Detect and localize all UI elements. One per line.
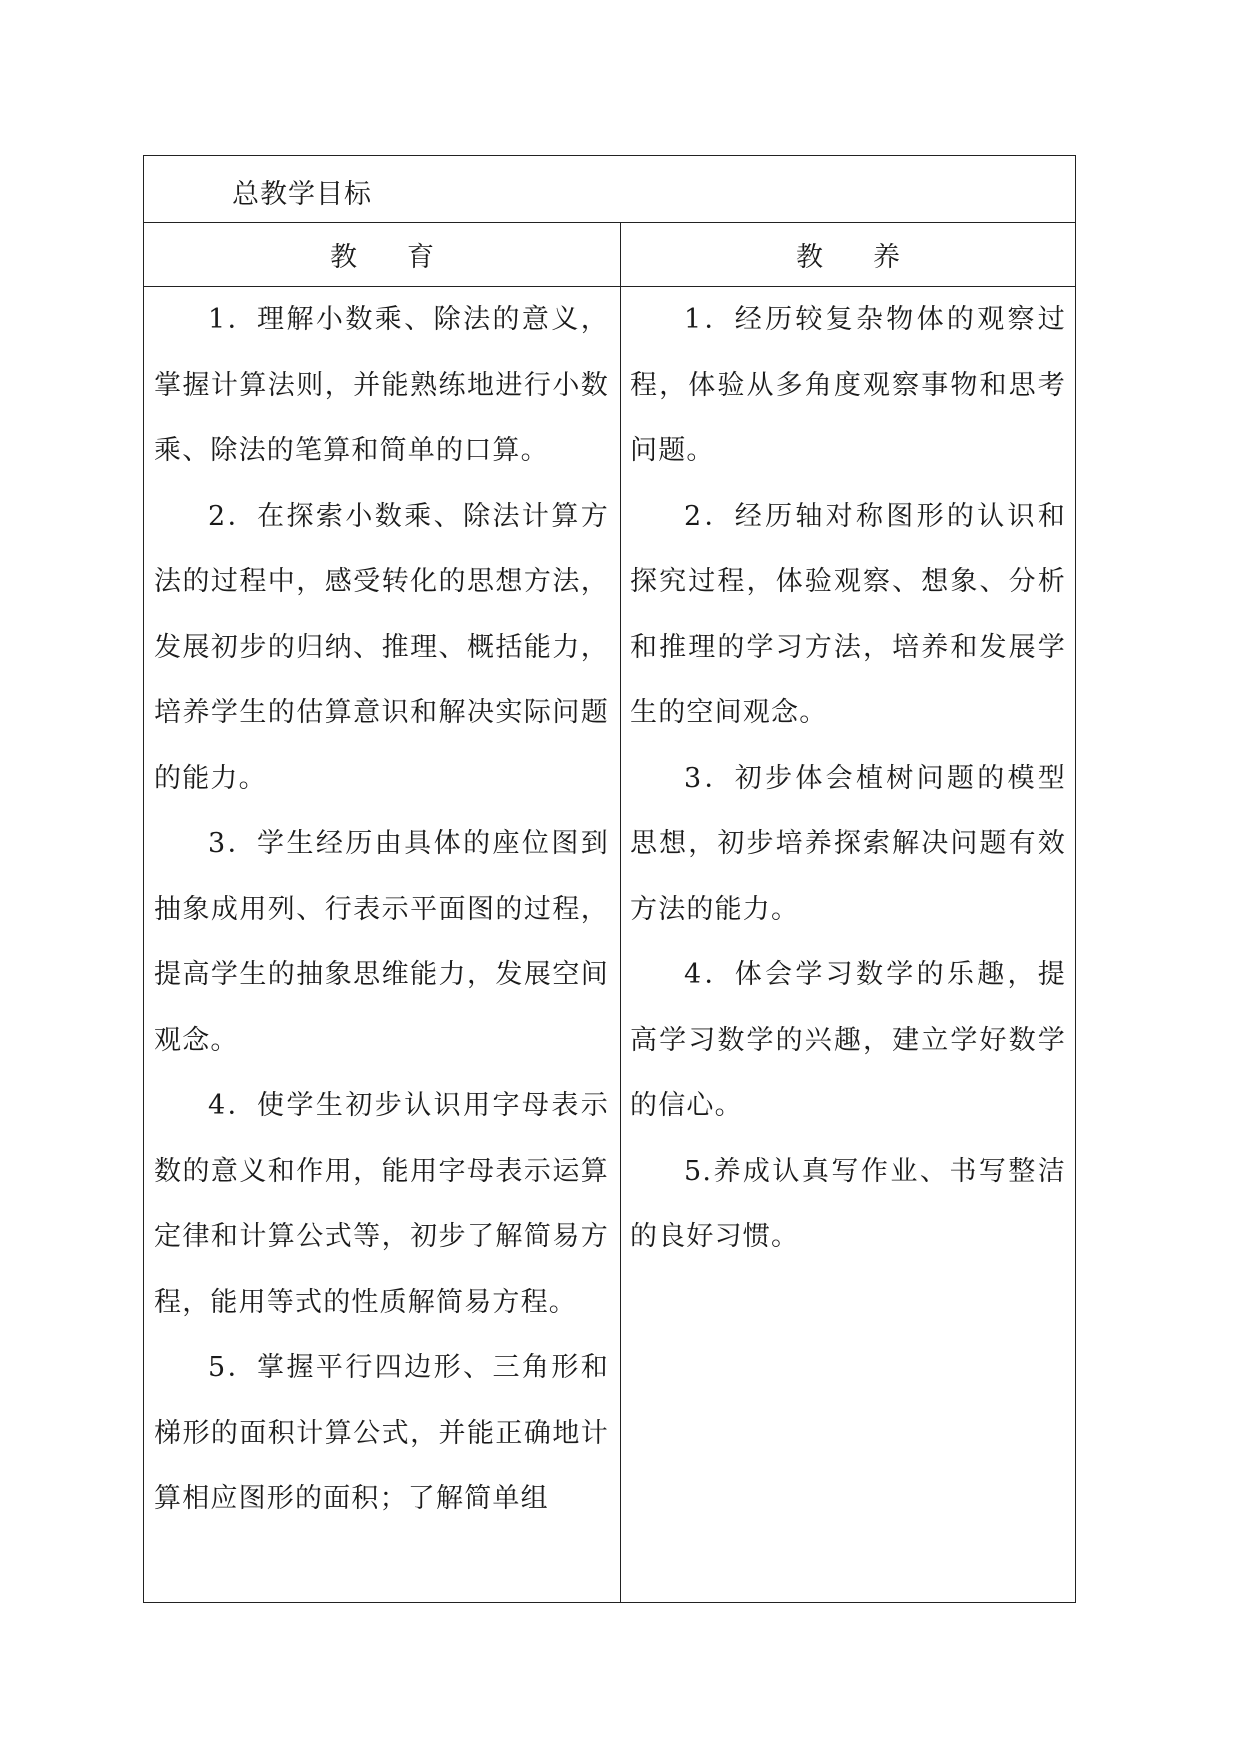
column-divider [620,223,621,1602]
objectives-table [143,155,1076,1603]
table-title: 总教学目标 [232,179,372,210]
cultivation-item: 4．体会学习数学的乐趣，提高学习数学的兴趣，建立学好数学的信心。 [630,959,1066,1121]
education-item: 5．掌握平行四边形、三角形和梯形的面积计算公式，并能正确地计算相应图形的面积；了解简单组 [154,1352,609,1514]
education-item: 3．学生经历由具体的座位图到抽象成用列、行表示平面图的过程，提高学生的抽象思维能力，发展空间观念。 [154,828,609,1056]
cultivation-item: 1．经历较复杂物体的观察过程，体验从多角度观察事物和思考问题。 [630,304,1066,466]
education-item: 1．理解小数乘、除法的意义，掌握计算法则，并能熟练地进行小数乘、除法的笔算和简单的口算。 [154,304,609,466]
education-item: 2．在探索小数乘、除法计算方法的过程中，感受转化的思想方法，发展初步的归纳、推理、概括能力，培养学生的估算意识和解决实际问题的能力。 [154,500,609,794]
cultivation-item: 3．初步体会植树问题的模型思想，初步培养探索解决问题有效方法的能力。 [630,762,1066,925]
education-column [154,287,609,1532]
header-education: 教育 [330,241,484,273]
cultivation-column [630,287,1066,1270]
education-item: 4．使学生初步认识用字母表示数的意义和作用，能用字母表示运算定律和计算公式等，初步了解简易方程，能用等式的性质解简易方程。 [154,1090,609,1318]
cultivation-item: 2．经历轴对称图形的认识和探究过程，体验观察、想象、分析和推理的学习方法，培养和发展学生的空间观念。 [630,500,1066,728]
table-header-row [144,223,1075,287]
header-cultivation: 教养 [796,241,950,273]
cultivation-item: 5.养成认真写作业、书写整洁的良好习惯。 [630,1155,1066,1252]
table-title-row [144,156,1075,223]
